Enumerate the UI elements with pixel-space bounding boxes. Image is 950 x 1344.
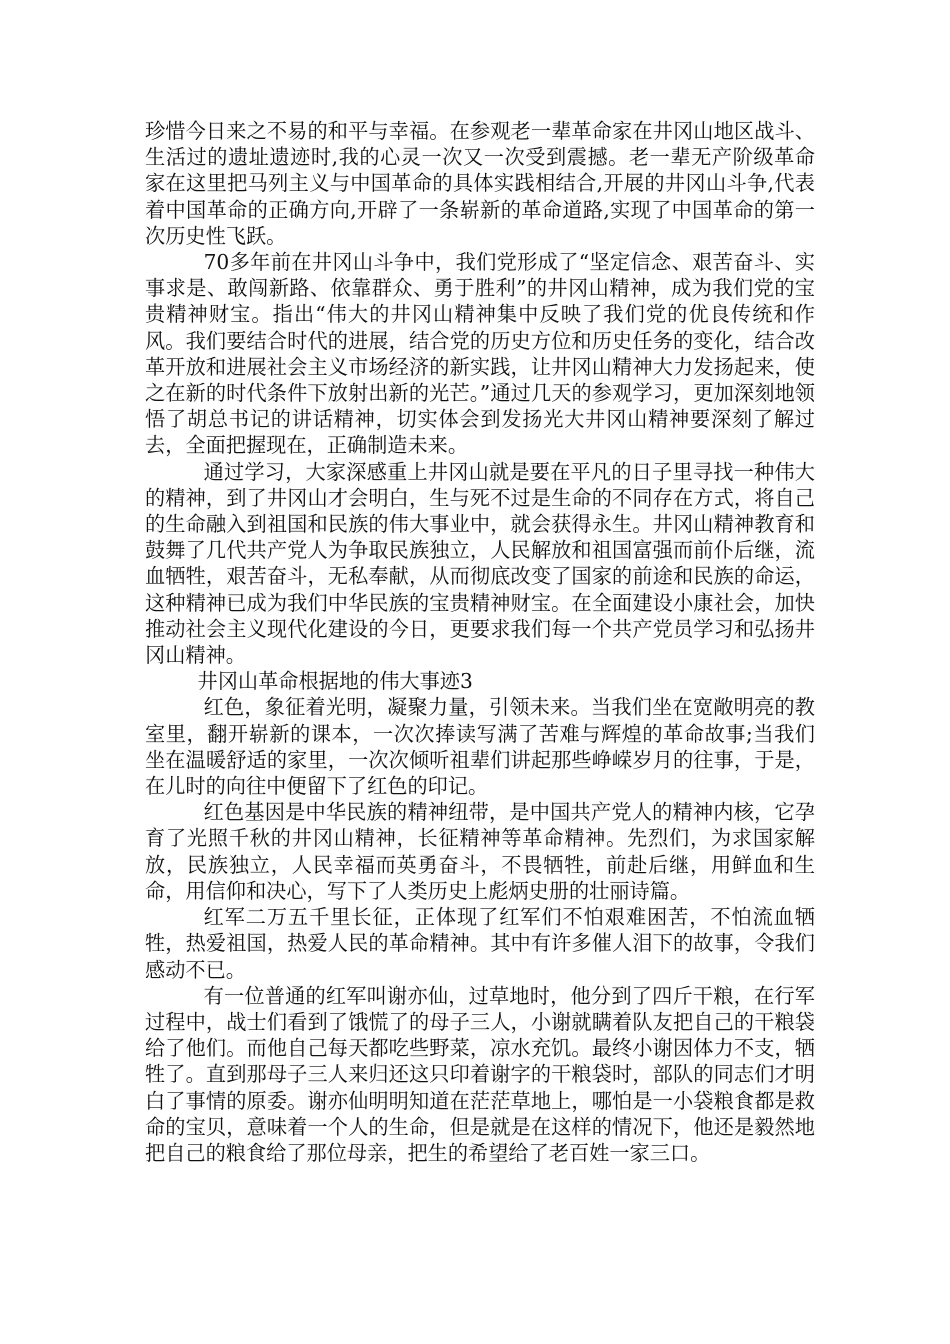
section-heading: 井冈山革命根据地的伟大事迹3 (197, 669, 473, 694)
paragraph-7: 有一位普通的红军叫谢亦仙，过草地时，他分到了四斤干粮，在行军过程中，战士们看到了饿慌了的母子三人，小谢就瞒着队友把自己的干粮袋给了他们。而他自己每天都吃些野菜，凉水充饥。最终小谢因体力不支，牺牲了。直到那母子三人来归还这只印着谢字的干粮袋时，部队的同志们才明白了事情的原委。谢亦仙明明知道在茫茫草地上，哪怕是一小袋粮食都是救命的宝贝，意味着一个人的生命，但是就是在这样的情况下，他还是毅然地把自己的粮食给了那位母亲，把生的希望给了老百姓一家三口。 (145, 983, 815, 1165)
paragraph-3: 通过学习，大家深感重上井冈山就是要在平凡的日子里寻找一种伟大的精神，到了井冈山才会明白，生与死不过是生命的不同存在方式，将自己的生命融入到祖国和民族的伟大事业中，就会获得永生。井冈山精神教育和鼓舞了几代共产党人为争取民族独立，人民解放和祖国富强而前仆后继，流血牺牲，艰苦奋斗，无私奉献，从而彻底改变了国家的前途和民族的命运，这种精神已成为我们中华民族的宝贵精神财宝。在全面建设小康社会，加快推动社会主义现代化建设的今日，更要求我们每一个共产党员学习和弘扬井冈山精神。 (145, 459, 815, 668)
paragraph-4: 红色，象征着光明，凝聚力量，引领未来。当我们坐在宽敞明亮的教室里，翻开崭新的课本，一次次捧读写满了苦难与辉煌的革命故事;当我们坐在温暖舒适的家里，一次次倾听祖辈们讲起那些峥嵘岁月的往事，于是，在儿时的向往中便留下了红色的印记。 (145, 695, 815, 799)
document-page (145, 118, 815, 1166)
paragraph-1: 珍惜今日来之不易的和平与幸福。在参观老一辈革命家在井冈山地区战斗、生活过的遗址遗迹时,我的心灵一次又一次受到震撼。老一辈无产阶级革命家在这里把马列主义与中国革命的具体实践相结合,开展的井冈山斗争,代表着中国革命的正确方向,开辟了一条崭新的革命道路,实现了中国革命的第一次历史性飞跃。 (145, 119, 815, 248)
paragraph-2: 70多年前在井冈山斗争中，我们党形成了“坚定信念、艰苦奋斗、实事求是、敢闯新路、依靠群众、勇于胜利”的井冈山精神，成为我们党的宝贵精神财宝。指出“伟大的井冈山精神集中反映了我们党的优良传统和作风。我们要结合时代的进展，结合党的历史方位和历史任务的变化，结合改革开放和进展社会主义市场经济的新实践，让井冈山精神大力发扬起来，使之在新的时代条件下放射出新的光芒。”通过几天的参观学习，更加深刻地领悟了胡总书记的讲话精神，切实体会到发扬光大井冈山精神要深刻了解过去，全面把握现在，正确制造未来。 (145, 250, 815, 458)
paragraph-6: 红军二万五千里长征，正体现了红军们不怕艰难困苦，不怕流血牺牲，热爱祖国，热爱人民的革命精神。其中有许多催人泪下的故事，令我们感动不已。 (145, 905, 815, 982)
paragraph-5: 红色基因是中华民族的精神纽带，是中国共产党人的精神内核，它孕育了光照千秋的井冈山精神，长征精神等革命精神。先烈们，为求国家解放，民族独立，人民幸福而英勇奋斗，不畏牺牲，前赴后继，用鲜血和生命，用信仰和决心，写下了人类历史上彪炳史册的壮丽诗篇。 (145, 800, 815, 903)
